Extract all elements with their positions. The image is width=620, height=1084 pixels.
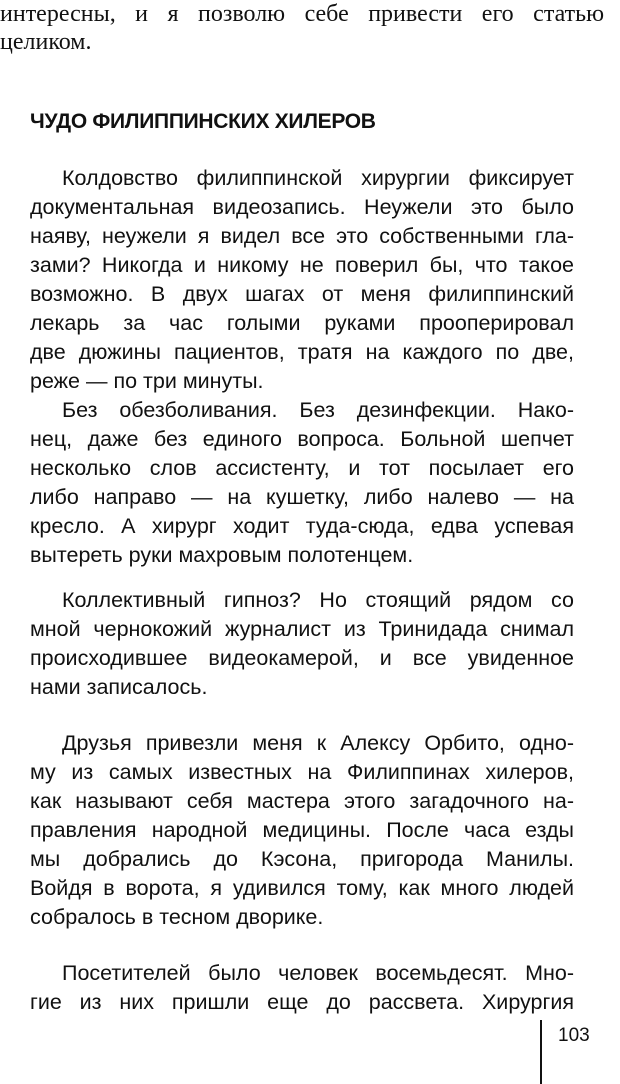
paragraph-line: нец, даже без единого вопроса. Больной шепчет xyxy=(30,427,574,451)
paragraph-line: реже — по три минуты. xyxy=(30,369,264,393)
paragraph-line: гие из них пришли еще до рассвета. Хирургия xyxy=(30,990,574,1014)
paragraph-line: Колдовство филиппинской хирургии фиксирует xyxy=(62,166,574,190)
paragraph-line: зами? Никогда и никому не поверил бы, что такое xyxy=(30,253,574,277)
paragraph-line: наяву, неужели я видел все это собственными гла- xyxy=(30,224,574,248)
section-heading: ЧУДО ФИЛИППИНСКИХ ХИЛЕРОВ xyxy=(30,110,376,133)
paragraph-line: несколько слов ассистенту, и тот посылает его xyxy=(30,456,574,480)
paragraph-line: Без обезболивания. Без дезинфекции. Нако- xyxy=(62,398,574,422)
paragraph-line: вытереть руки махровым полотенцем. xyxy=(30,543,414,567)
intro-line: интересны, и я позволю себе привести его статью xyxy=(0,1,604,27)
paragraph-line: мной чернокожий журналист из Тринидада снимал xyxy=(30,617,574,641)
page-number-rule xyxy=(540,1020,542,1084)
paragraph-line: Посетителей было человек восемьдесят. Мно- xyxy=(62,961,574,985)
paragraph-line: правления народной медицины. После часа езды xyxy=(30,818,574,842)
paragraph-line: Друзья привезли меня к Алексу Орбито, одно- xyxy=(62,731,574,755)
intro-line: целиком. xyxy=(0,29,92,55)
paragraph-line: лекарь за час голыми руками прооперировал xyxy=(30,311,574,335)
paragraph-line: нами записалось. xyxy=(30,675,208,699)
page-number: 103 xyxy=(558,1025,590,1046)
paragraph-line: возможно. В двух шагах от меня филиппинский xyxy=(30,282,574,306)
paragraph-line: Войдя в ворота, я удивился тому, как много людей xyxy=(30,876,574,900)
paragraph-line: две дюжины пациентов, тратя на каждого по две, xyxy=(30,340,574,364)
paragraph-line: документальная видеозапись. Неужели это было xyxy=(30,195,574,219)
paragraph-line: кресло. А хирург ходит туда-сюда, едва успевая xyxy=(30,514,574,538)
paragraph-line: происходившее видеокамерой, и все увиденное xyxy=(30,646,574,670)
paragraph-line: Коллективный гипноз? Но стоящий рядом со xyxy=(62,588,574,612)
paragraph-line: му из самых известных на Филиппинах хилеров, xyxy=(30,760,574,784)
paragraph-line: либо направо — на кушетку, либо налево — на xyxy=(30,485,574,509)
paragraph-line: как называют себя мастера этого загадочного на- xyxy=(30,789,574,813)
paragraph-line: мы добрались до Кэсона, пригорода Манилы. xyxy=(30,847,574,871)
paragraph-line: собралось в тесном дворике. xyxy=(30,905,324,929)
